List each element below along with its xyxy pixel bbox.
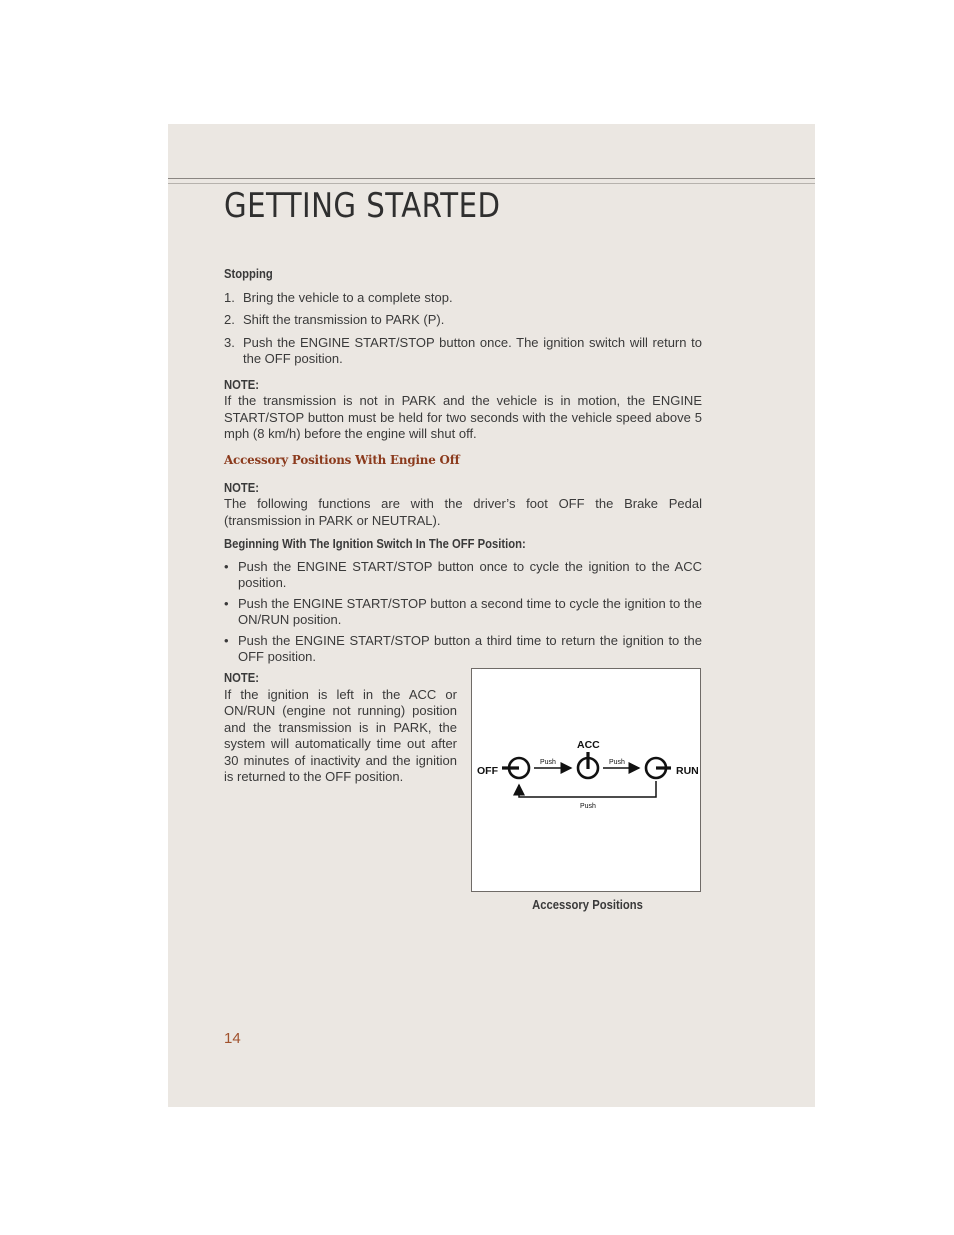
bullet-icon: •	[224, 632, 229, 648]
accessory-heading: Accessory Positions With Engine Off	[224, 452, 460, 467]
step-text: Shift the transmission to PARK (P).	[243, 312, 445, 327]
acc-power-icon	[578, 752, 598, 778]
list-item	[224, 290, 702, 307]
bullet-text: Push the ENGINE START/STOP button once to cycle the ignition to the ACC position.	[238, 558, 702, 590]
manual-page	[168, 124, 815, 1107]
acc-label: ACC	[577, 739, 600, 751]
note-text: The following functions are with the driver’s foot OFF the Brake Pedal (transmission in PARK or NEUTRAL).	[224, 496, 702, 528]
note-label: NOTE:	[224, 480, 260, 495]
off-label: OFF	[477, 765, 498, 777]
step-text: Bring the vehicle to a complete stop.	[243, 289, 453, 305]
note-label: NOTE:	[224, 671, 260, 685]
list-item	[224, 335, 702, 368]
page-title: GETTING STARTED	[224, 186, 501, 226]
timeout-note	[224, 670, 457, 786]
list-item	[224, 596, 702, 629]
push-label: Push	[580, 803, 596, 810]
bullet-icon: •	[224, 558, 229, 574]
push-label: Push	[609, 759, 625, 766]
run-power-icon	[646, 758, 671, 778]
accessory-section	[224, 452, 702, 666]
header-rule	[168, 178, 815, 179]
step-number: 3.	[224, 334, 235, 350]
figure-caption-text: Accessory Positions	[531, 898, 643, 912]
list-item	[224, 559, 702, 592]
step-text: Push the ENGINE START/STOP button once. The ignition switch will return to the OFF position.	[243, 334, 702, 366]
note-label: NOTE:	[224, 377, 260, 392]
step-number: 1.	[224, 289, 235, 305]
list-item	[224, 312, 702, 329]
bullet-text: Push the ENGINE START/STOP button a third time to return the ignition to the OFF position.	[238, 632, 702, 664]
stopping-heading: Stopping	[224, 267, 273, 281]
stopping-section	[224, 266, 702, 443]
run-to-off-arrow	[519, 781, 656, 797]
header-rule-thin	[168, 183, 815, 184]
note-text: If the ignition is left in the ACC or ON/RUN (engine not running) position and the transmission is in PARK, the system will automatically time out after 30 minutes of inactivity and the ignition is returned to the OFF position.	[224, 686, 457, 784]
step-number: 2.	[224, 312, 235, 327]
list-item	[224, 633, 702, 666]
note-text: If the transmission is not in PARK and the vehicle is in motion, the ENGINE START/STOP button must be held for two seconds with the vehicle speed above 5 mph (8 km/h) before the engine will shut off.	[224, 393, 702, 441]
ignition-subheading: Beginning With The Ignition Switch In The OFF Position:	[224, 537, 526, 551]
run-label: RUN	[676, 765, 699, 777]
off-power-icon	[502, 758, 529, 778]
figure-caption	[471, 898, 703, 912]
page-number: 14	[224, 1030, 241, 1047]
ignition-diagram	[472, 669, 700, 891]
push-label: Push	[540, 759, 556, 766]
accessory-positions-figure	[471, 668, 701, 892]
bullet-icon: •	[224, 595, 229, 611]
bullet-text: Push the ENGINE START/STOP button a second time to cycle the ignition to the ON/RUN position.	[238, 595, 702, 627]
